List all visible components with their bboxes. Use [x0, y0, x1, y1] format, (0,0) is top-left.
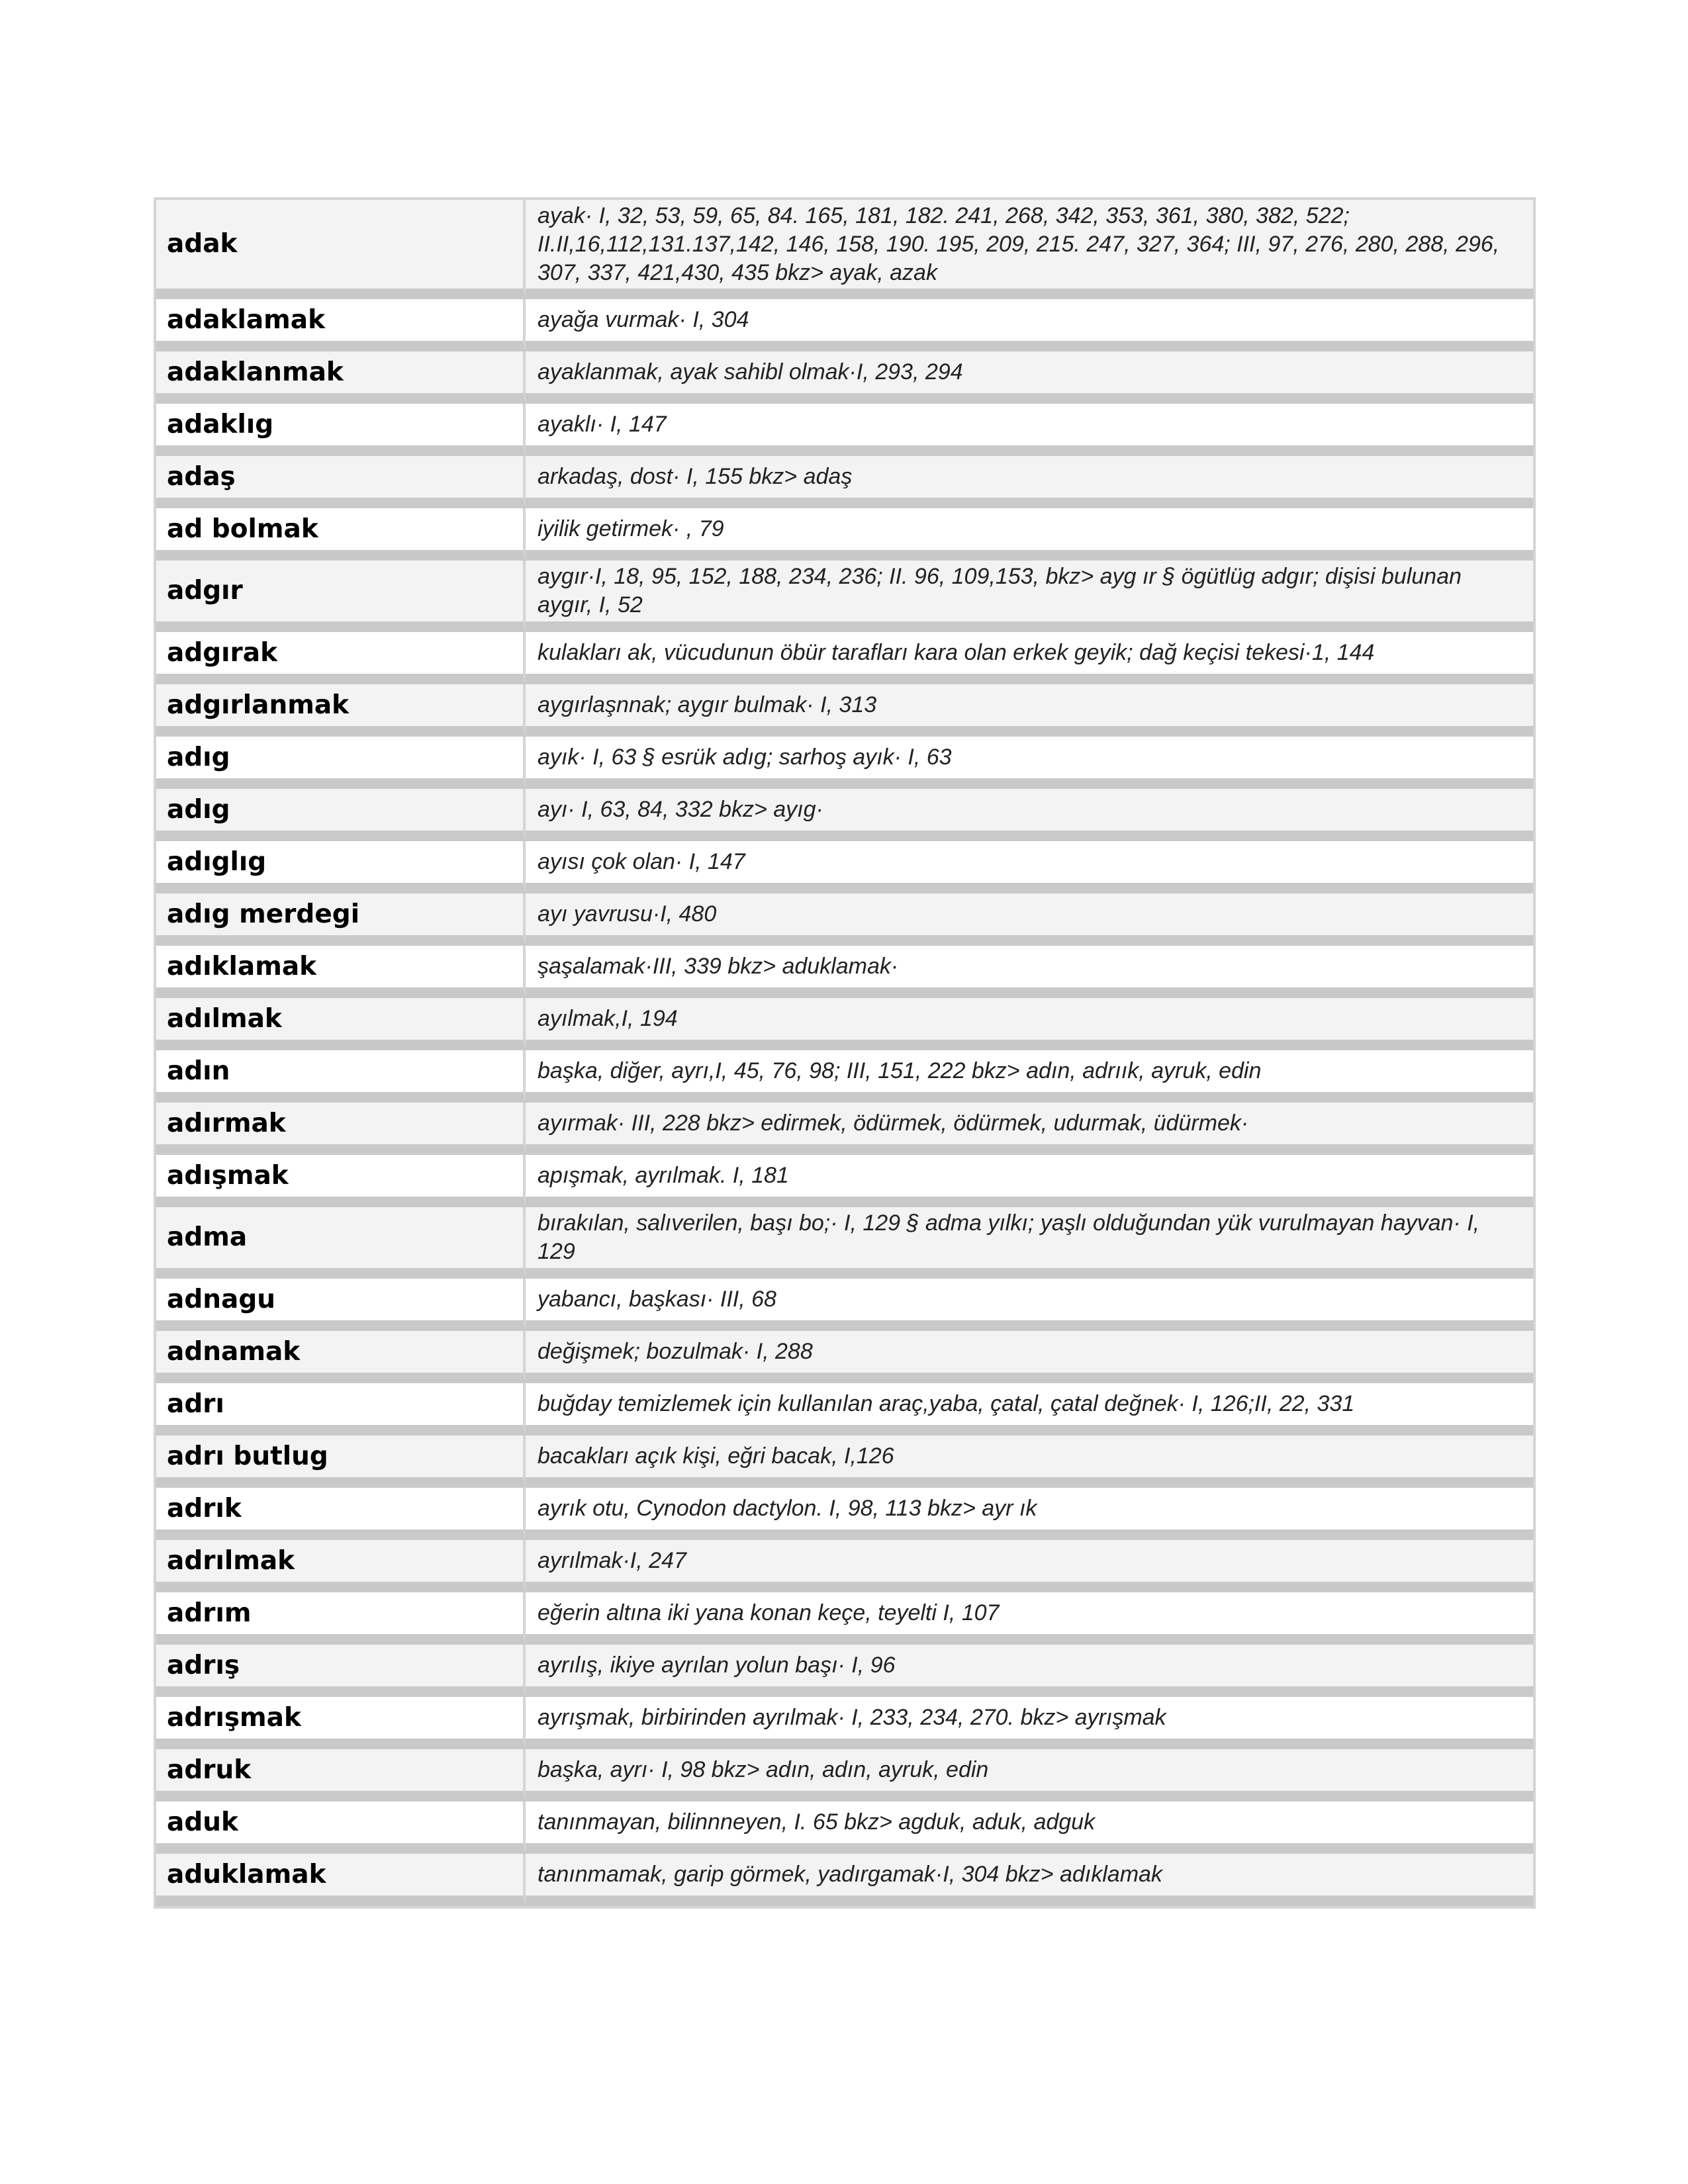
- table-row: [156, 1050, 1533, 1103]
- entry-definition: aygırlaşnnak; aygır bulmak· I, 313: [526, 684, 1533, 737]
- entry-definition: ayı· I, 63, 84, 332 bkz> ayıg·: [526, 789, 1533, 841]
- entry-definition: değişmek; bozulmak· I, 288: [526, 1331, 1533, 1383]
- entry-term: adgırlanmak: [156, 684, 526, 737]
- entry-term: adma: [156, 1207, 526, 1279]
- entry-definition: bacakları açık kişi, eğri bacak, I,126: [526, 1435, 1533, 1488]
- table-row: [156, 561, 1533, 632]
- table-row: [156, 737, 1533, 789]
- table-row: [156, 508, 1533, 561]
- entry-term: adrı butlug: [156, 1435, 526, 1488]
- entry-definition: tanınmayan, bilinnneyen, I. 65 bkz> agduk, aduk, adguk: [526, 1801, 1533, 1854]
- entry-definition: bırakılan, salıverilen, başı bo;· I, 129 § adma yılkı; yaşlı olduğundan yük vurulmayan hayvan· I, 129: [526, 1207, 1533, 1279]
- table-row: [156, 1749, 1533, 1801]
- table-row: [156, 200, 1533, 299]
- entry-term: adaklanmak: [156, 351, 526, 404]
- entry-term: adrış: [156, 1645, 526, 1697]
- entry-definition: ayırmak· III, 228 bkz> edirmek, ödürmek, ödürmek, udurmak, üdürmek·: [526, 1103, 1533, 1155]
- table-row: [156, 1540, 1533, 1592]
- table-row: [156, 1383, 1533, 1435]
- entry-definition: ayısı çok olan· I, 147: [526, 841, 1533, 893]
- table-row: [156, 946, 1533, 998]
- table-row: [156, 1279, 1533, 1331]
- entry-term: adışmak: [156, 1155, 526, 1207]
- entry-definition: iyilik getirmek· , 79: [526, 508, 1533, 561]
- dictionary-table: [154, 197, 1536, 1909]
- table-row: [156, 684, 1533, 737]
- entry-term: adıglıg: [156, 841, 526, 893]
- entry-definition: ayık· I, 63 § esrük adıg; sarhoş ayık· I, 63: [526, 737, 1533, 789]
- entry-term: adılmak: [156, 998, 526, 1050]
- entry-term: adruk: [156, 1749, 526, 1801]
- entry-term: adıg: [156, 789, 526, 841]
- entry-definition: ayılmak,I, 194: [526, 998, 1533, 1050]
- entry-definition: aygır·I, 18, 95, 152, 188, 234, 236; II. 96, 109,153, bkz> ayg ır § ögütlüg adgır; dişisi bulunan aygır, I, 52: [526, 561, 1533, 632]
- table-row: [156, 789, 1533, 841]
- table-row: [156, 1207, 1533, 1279]
- entry-definition: ayrışmak, birbirinden ayrılmak· I, 233, 234, 270. bkz> ayrışmak: [526, 1697, 1533, 1749]
- entry-term: adrık: [156, 1488, 526, 1540]
- entry-term: adın: [156, 1050, 526, 1103]
- table-row: [156, 1801, 1533, 1854]
- entry-definition: şaşalamak·III, 339 bkz> aduklamak·: [526, 946, 1533, 998]
- table-row: [156, 1645, 1533, 1697]
- entry-definition: buğday temizlemek için kullanılan araç,yaba, çatal, çatal değnek· I, 126;II, 22, 331: [526, 1383, 1533, 1435]
- entry-definition: ayrık otu, Cynodon dactylon. I, 98, 113 bkz> ayr ık: [526, 1488, 1533, 1540]
- table-row: [156, 998, 1533, 1050]
- table-row: [156, 351, 1533, 404]
- table-row: [156, 841, 1533, 893]
- entry-definition: ayak· I, 32, 53, 59, 65, 84. 165, 181, 182. 241, 268, 342, 353, 361, 380, 382, 522; II.II,16,112,131.137,142, 146, 158, 190. 195, 209, 215. 247, 327, 364; III, 97, 276, 280, 288, 296, 307, 337, 421,430, 435 bkz> ayak, azak: [526, 200, 1533, 299]
- entry-term: adrı: [156, 1383, 526, 1435]
- entry-term: adnagu: [156, 1279, 526, 1331]
- dictionary-rows: [156, 200, 1533, 1906]
- table-row: [156, 456, 1533, 508]
- entry-term: adaş: [156, 456, 526, 508]
- table-row: [156, 893, 1533, 946]
- entry-definition: ayı yavrusu·I, 480: [526, 893, 1533, 946]
- entry-term: adaklıg: [156, 404, 526, 456]
- table-row: [156, 299, 1533, 351]
- table-row: [156, 1488, 1533, 1540]
- table-row: [156, 1697, 1533, 1749]
- table-row: [156, 1331, 1533, 1383]
- table-row: [156, 404, 1533, 456]
- entry-term: ad bolmak: [156, 508, 526, 561]
- entry-term: adıg merdegi: [156, 893, 526, 946]
- table-row: [156, 1592, 1533, 1645]
- table-row: [156, 1854, 1533, 1906]
- entry-term: aduklamak: [156, 1854, 526, 1906]
- table-row: [156, 1435, 1533, 1488]
- entry-term: adıklamak: [156, 946, 526, 998]
- entry-definition: başka, ayrı· I, 98 bkz> adın, adın, ayruk, edin: [526, 1749, 1533, 1801]
- table-row: [156, 632, 1533, 684]
- entry-definition: başka, diğer, ayrı,I, 45, 76, 98; III, 151, 222 bkz> adın, adrıık, ayruk, edin: [526, 1050, 1533, 1103]
- entry-term: aduk: [156, 1801, 526, 1854]
- entry-definition: eğerin altına iki yana konan keçe, teyelti I, 107: [526, 1592, 1533, 1645]
- entry-definition: ayrılmak·I, 247: [526, 1540, 1533, 1592]
- entry-definition: ayaklı· I, 147: [526, 404, 1533, 456]
- table-row: [156, 1155, 1533, 1207]
- entry-definition: arkadaş, dost· I, 155 bkz> adaş: [526, 456, 1533, 508]
- entry-term: adak: [156, 200, 526, 299]
- entry-definition: ayrılış, ikiye ayrılan yolun başı· I, 96: [526, 1645, 1533, 1697]
- table-row: [156, 1103, 1533, 1155]
- entry-definition: apışmak, ayrılmak. I, 181: [526, 1155, 1533, 1207]
- entry-term: adrışmak: [156, 1697, 526, 1749]
- entry-term: adgırak: [156, 632, 526, 684]
- entry-term: adgır: [156, 561, 526, 632]
- entry-definition: yabancı, başkası· III, 68: [526, 1279, 1533, 1331]
- entry-definition: tanınmamak, garip görmek, yadırgamak·I, 304 bkz> adıklamak: [526, 1854, 1533, 1906]
- entry-term: adaklamak: [156, 299, 526, 351]
- entry-definition: ayaklanmak, ayak sahibl olmak·I, 293, 294: [526, 351, 1533, 404]
- entry-term: adıg: [156, 737, 526, 789]
- entry-definition: kulakları ak, vücudunun öbür tarafları kara olan erkek geyik; dağ keçisi tekesi·1, 144: [526, 632, 1533, 684]
- entry-term: adnamak: [156, 1331, 526, 1383]
- entry-term: adrılmak: [156, 1540, 526, 1592]
- entry-term: adrım: [156, 1592, 526, 1645]
- entry-term: adırmak: [156, 1103, 526, 1155]
- entry-definition: ayağa vurmak· I, 304: [526, 299, 1533, 351]
